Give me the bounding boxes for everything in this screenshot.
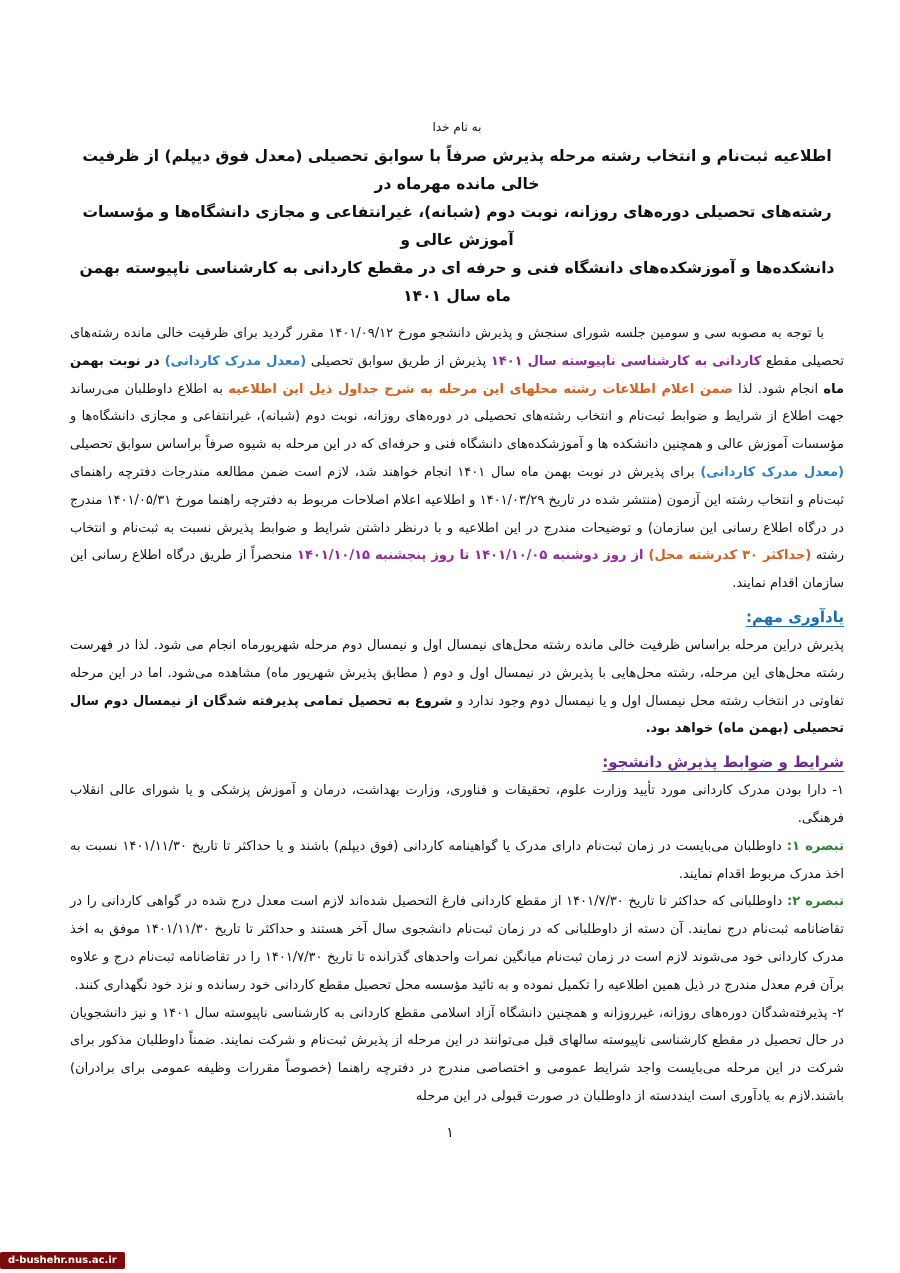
intro-highlight-gpa: (معدل مدرک کاردانی) bbox=[164, 353, 307, 369]
reminder-heading: یادآوری مهم: bbox=[746, 607, 844, 626]
intro-highlight-dates: از روز دوشنبه ۱۴۰۱/۱۰/۰۵ تا روز پنجشنبه ۱۴۰۱/۱۰/۱۵ bbox=[297, 548, 649, 564]
title-line: دانشکده‌ها و آموزشکده‌های دانشگاه فنی و حرفه ای در مقطع کاردانی به کارشناسی ناپیوسته بهمن ماه سال ۱۴۰۱ bbox=[79, 259, 835, 305]
title-line: اطلاعیه ثبت‌نام و انتخاب رشته مرحله پذیرش صرفاً با سوابق تحصیلی (معدل فوق دیپلم) از ظرفیت خالی مانده مهرماه در bbox=[82, 147, 832, 193]
intro-text: پذیرش از طریق سوابق تحصیلی bbox=[306, 353, 491, 369]
condition-item-1: ۱- دارا بودن مدرک کاردانی مورد تأیید وزارت علوم، تحقیقات و فناوری، وزارت بهداشت، درمان و آموزش پزشکی و یا شورای عالی انقلاب فرهنگی. bbox=[70, 783, 844, 826]
intro-paragraph bbox=[70, 320, 844, 598]
note-2 bbox=[70, 888, 844, 999]
bismillah: به نام خدا bbox=[432, 120, 482, 134]
intro-text: با توجه به مصوبه سی و سومین جلسه شورای سنجش و پذیرش دانشجو مورخ ۱۴۰۱/۰۹/۱۲ مقرر گردید برای ظرفیت خالی مانده رشته‌های تحصیلی مقطع bbox=[70, 326, 844, 369]
reminder-paragraph bbox=[70, 632, 844, 743]
intro-highlight-gpa: (معدل مدرک کاردانی) bbox=[700, 464, 844, 480]
page-number: ۱ bbox=[446, 1125, 454, 1141]
intro-text: منحصراً از طریق درگاه اطلاع رسانی این سازمان اقدام نمایند. bbox=[70, 548, 844, 592]
intro-highlight-tables: ضمن اعلام اطلاعات رشته محلهای این مرحله به شرح جداول ذیل این اطلاعیه bbox=[228, 381, 733, 397]
document-page bbox=[70, 120, 844, 1111]
reminder-text: پذیرش دراین مرحله براساس ظرفیت خالی مانده رشته محل‌های نیمسال اول و نیمسال دوم مرحله شهریورماه انجام می شود. لذا در فهرست رشته محل‌های این مرحله، رشته محل‌هایی با پذیرش در نیمسال اول و دوم ( مطابق پذیرش شهریور ماه) مشاهده می‌شود. اما در این مرحله تفاوتی در انتخاب رشته محل نیمسال اول و یا نیمسال دوم وجود ندارد و bbox=[70, 637, 844, 709]
title-line: رشته‌های تحصیلی دوره‌های روزانه، نوبت دوم (شبانه)، غیرانتفاعی و مجازی دانشگاه‌ها و مؤسسات آموزش عالی و bbox=[82, 203, 832, 249]
intro-highlight-term: در نوبت بهمن ماه bbox=[70, 353, 844, 397]
intro-highlight-max-choices: (حداکثر ۳۰ کدرشته محل) bbox=[648, 548, 812, 564]
condition-item-2: ۲- پذیرفته‌شدگان دوره‌های روزانه، غیرروزانه و همچنین دانشگاه آزاد اسلامی مقطع کاردانی به کارشناسی ناپیوسته سال ۱۴۰۱ و نیز دانشجویان در حال تحصیل در مقطع کارشناسی ناپیوسته سالهای قبل می‌توانند در این مرحله از پذیرش ثبت‌نام و شرکت نمایند. ضمناً داوطلبان مذکور برای شرکت در این مرحله می‌بایست واجد شرایط عمومی و اختصاصی مندرج در دفترچه راهنما (خصوصاً مقررات وظیفه عمومی برای برادران) باشند.لازم به یادآوری است اینددسته از داوطلبان در صورت قبولی در این مرحله bbox=[70, 1005, 844, 1104]
site-watermark: d-bushehr.nus.ac.ir bbox=[0, 1252, 125, 1269]
intro-text: به اطلاع داوطلبان می‌رساند جهت اطلاع از شرایط و ضوابط ثبت‌نام و انتخاب رشته‌های تحصیلی در دوره‌های روزانه، نوبت دوم (شبانه)، غیرانتفاعی و مجازی دانشگاه‌ها و مؤسسات آموزش عالی و همچنین دانشکده ها و آموزشکده‌های دانشگاه فنی و حرفه‌ای که در این مرحله به شیوه صرفاً براساس سوابق تحصیلی bbox=[70, 381, 844, 453]
conditions-heading: شرایط و ضوابط پذیرش دانشجو: bbox=[602, 753, 844, 772]
conditions-section bbox=[70, 743, 844, 1111]
reminder-section bbox=[70, 598, 844, 743]
note-1-text: داوطلبان می‌بایست در زمان ثبت‌نام دارای مدرک یا گواهینامه کاردانی (فوق دیپلم) باشند و یا حداکثر تا تاریخ ۱۴۰۱/۱۱/۳۰ نسبت به اخذ مدرک مربوط اقدام نمایند. bbox=[70, 838, 844, 882]
note-2-label: تبصره ۲: bbox=[787, 894, 844, 910]
intro-text: برای پذیرش در نوبت بهمن ماه سال ۱۴۰۱ انجام خواهند شد، لازم است ضمن مطالعه مندرجات دفترچه راهنمای ثبت‌نام و انتخاب رشته این آزمون (منتشر شده در تاریخ ۱۴۰۱/۰۳/۲۹ و اطلاعیه اعلام اصلاحات مربوط به دفترچه راهنما مورخ ۱۴۰۱/۰۵/۳۱ مندرج در درگاه اطلاع رسانی این سازمان) و توضیحات مندرج در این اطلاعیه و با درنظر داشتن شرایط و ضوابط پذیرش نسبت به ثبت‌نام و انتخاب رشته bbox=[70, 464, 845, 564]
intro-highlight-level: کاردانی به کارشناسی ناپیوسته سال ۱۴۰۱ bbox=[490, 353, 762, 369]
note-1-label: تبصره ۱: bbox=[786, 838, 844, 854]
note-1 bbox=[70, 833, 844, 889]
note-2-text: داوطلبانی که حداکثر تا تاریخ ۱۴۰۱/۷/۳۰ از مقطع کاردانی فارغ التحصیل شده‌اند لازم است معدل درج شده در گواهی کاردانی را در تقاضانامه ثبت‌نام درج نمایند. آن دسته از داوطلبانی که در زمان ثبت‌نام دانشجوی سال آخر هستند و حداکثر تا تاریخ ۱۴۰۱/۱۱/۳۰ موفق به اخذ مدرک کاردانی خود می‌شوند لازم است در زمان ثبت‌نام میانگین نمرات واحدهای گذرانده تا تاریخ ۱۴۰۱/۷/۳۰ را در تقاضانامه ثبت‌نام درج و علاوه برآن فرم معدل مندرج در ذیل همین اطلاعیه را تکمیل نموده و به تائید مؤسسه محل تحصیل مقطع کاردانی خود رسانده و نزد خود نگهداری کنند. bbox=[70, 894, 844, 993]
announcement-title bbox=[70, 142, 844, 310]
reminder-bold-text: شروع به تحصیل تمامی پذیرفته شدگان از نیمسال دوم سال تحصیلی (بهمن ماه) خواهد بود. bbox=[70, 693, 844, 737]
intro-text: انجام شود. لذا bbox=[732, 381, 824, 397]
